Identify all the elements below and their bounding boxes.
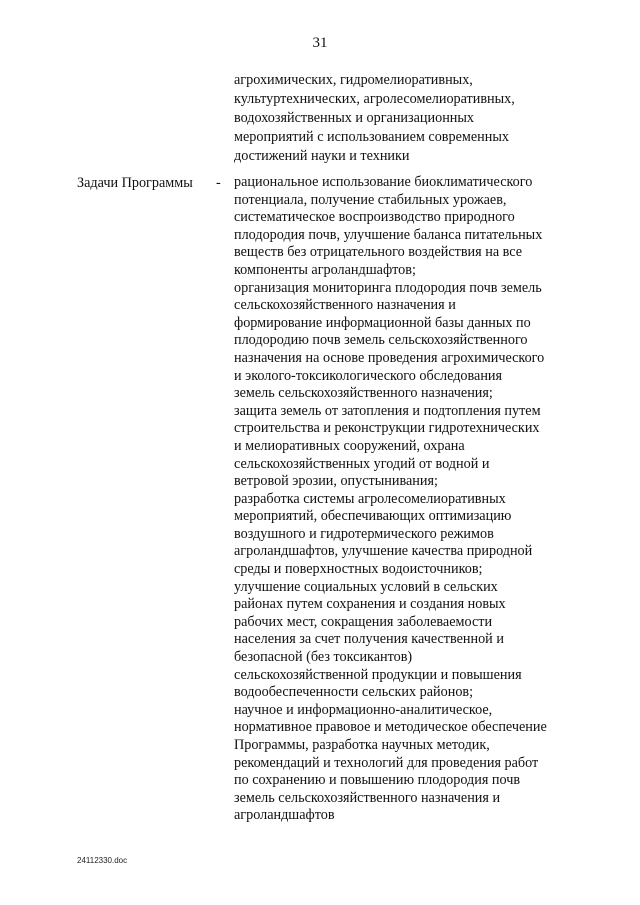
task-text-line: водообеспеченности сельских районов; (234, 684, 474, 701)
task-text-line: плодородию почв земель сельскохозяйственного (234, 332, 528, 349)
task-text-line: ветровой эрозии, опустынивания; (234, 473, 438, 490)
task-text-line: веществ без отрицательного воздействия на все (234, 244, 523, 261)
intro-text-line: достижений науки и техники (234, 148, 410, 165)
task-text-line: населения за счет получения качественной и (234, 631, 504, 648)
task-text-line: по сохранению и повышению плодородия почв (234, 772, 521, 789)
task-text-line: плодородия почв, улучшение баланса питательных (234, 226, 543, 243)
tasks-label: Задачи Программы (77, 175, 193, 191)
task-text-line: сельскохозяйственных угодий от водной и (234, 455, 490, 472)
task-text-line: сельскохозяйственной продукции и повышения (234, 666, 522, 683)
task-text-line: улучшение социальных условий в сельских (234, 578, 498, 595)
tasks-block (234, 174, 594, 825)
task-text-line: рациональное использование биоклиматического (234, 174, 533, 190)
task-text-line: среды и поверхностных водоисточников; (234, 561, 483, 578)
task-text-line: районах путем сохранения и создания новых (234, 596, 506, 613)
task-text-line: мероприятий, обеспечивающих оптимизацию (234, 508, 512, 525)
task-text-line: разработка системы агролесомелиоративных (234, 490, 506, 507)
task-text-line: формирование информационной базы данных по (234, 314, 531, 331)
task-text-line: Программы, разработка научных методик, (234, 737, 490, 753)
task-text-line: организация мониторинга плодородия почв земель (234, 279, 542, 296)
task-text-line: и эколого-токсикологического обследования (234, 367, 503, 384)
intro-text-line: водохозяйственных и организационных (234, 110, 475, 127)
intro-block (234, 71, 594, 166)
intro-text-line: агрохимических, гидромелиоративных, (234, 72, 473, 88)
task-text-line: защита земель от затопления и подтопления путем (234, 402, 541, 419)
footer-filename: 24112330.doc (77, 856, 128, 865)
task-text-line: потенциала, получение стабильных урожаев, (234, 191, 507, 208)
task-text-line: компоненты агроландшафтов; (234, 261, 416, 278)
task-text-line: и мелиоративных сооружений, охрана (234, 437, 465, 454)
task-text-line: нормативное правовое и методическое обеспечение (234, 719, 547, 736)
page-number: 31 (312, 35, 328, 51)
task-text-line: сельскохозяйственного назначения и (234, 297, 456, 314)
task-text-line: строительства и реконструкции гидротехнических (234, 420, 540, 437)
task-text-line: земель сельскохозяйственного назначения; (234, 385, 493, 402)
intro-text-line: культуртехнических, агролесомелиоративных, (234, 91, 515, 108)
task-text-line: систематическое воспроизводство природного (234, 209, 515, 226)
tasks-dash: - (216, 175, 221, 191)
task-text-line: агроландшафтов (234, 807, 335, 824)
task-text-line: назначения на основе проведения агрохимического (234, 349, 545, 366)
task-text-line: воздушного и гидротермического режимов (234, 525, 494, 542)
task-text-line: безопасной (без токсикантов) (234, 649, 413, 666)
task-text-line: агроландшафтов, улучшение качества природной (234, 543, 533, 560)
task-text-line: земель сельскохозяйственного назначения и (234, 789, 501, 806)
task-text-line: рекомендаций и технологий для проведения работ (234, 754, 539, 771)
intro-text-line: мероприятий с использованием современных (234, 129, 509, 146)
task-text-line: научное и информационно-аналитическое, (234, 701, 493, 718)
task-text-line: рабочих мест, сокращения заболеваемости (234, 613, 493, 630)
